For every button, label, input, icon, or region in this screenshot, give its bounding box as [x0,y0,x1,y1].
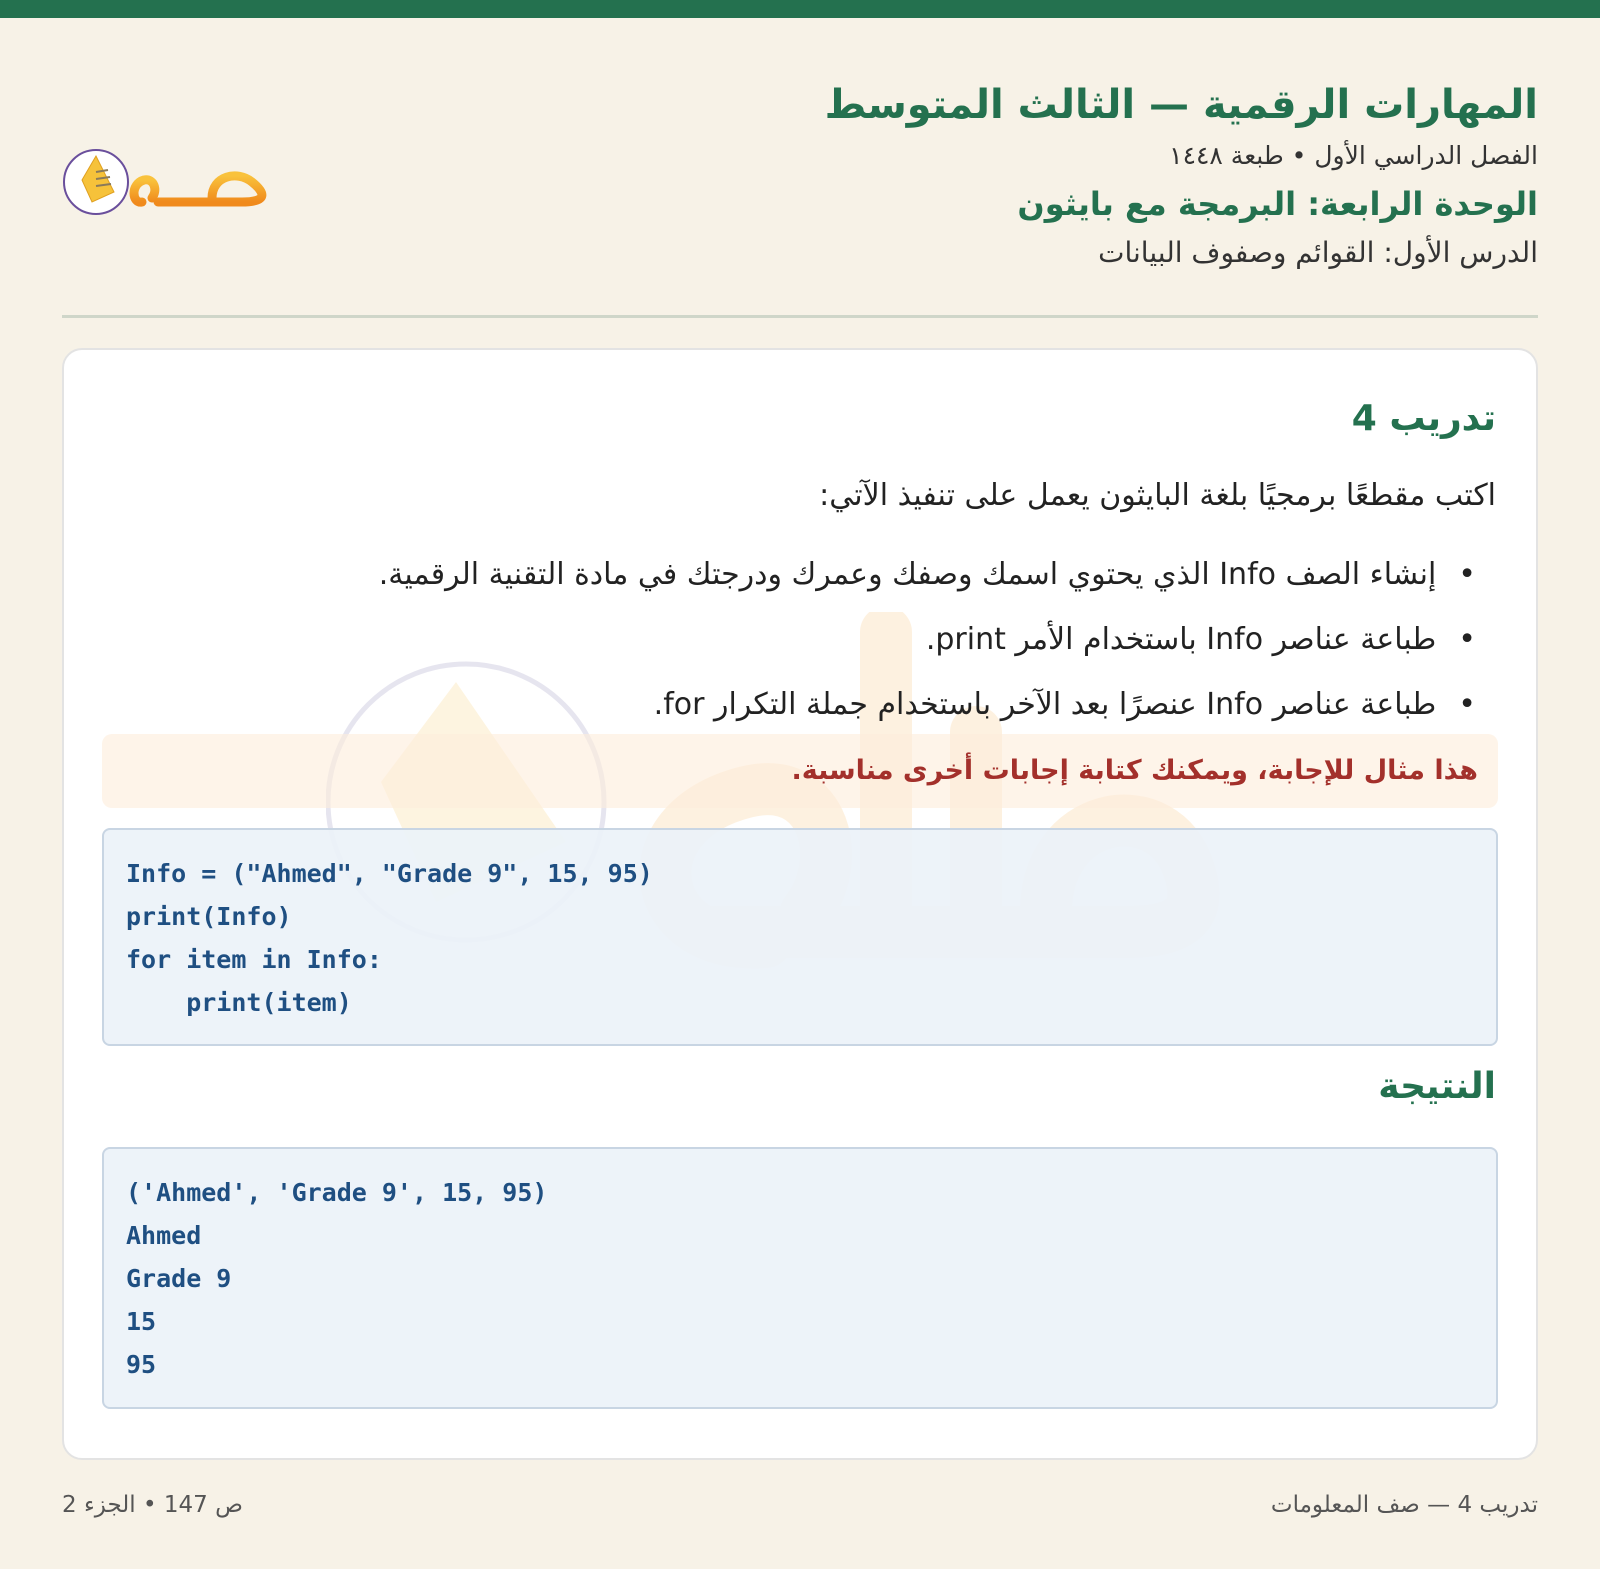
lesson-title: الدرس الأول: القوائم وصفوف البيانات [1098,236,1538,269]
list-item: • طباعة عناصر Info باستخدام الأمر print. [379,607,1476,672]
code-line: for item in Info: [126,945,382,974]
output-line: 95 [126,1350,157,1379]
code-line: Info = ("Ahmed", "Grade 9", 15, 95) [126,859,653,888]
unit-title: الوحدة الرابعة: البرمجة مع بايثون [1017,185,1538,223]
footer-caption: تدريب 4 — صف المعلومات [1270,1492,1538,1518]
exercise-prompt: اكتب مقطعًا برمجيًا بلغة البايثون يعمل على تنفيذ الآتي: [819,478,1496,513]
list-item: • إنشاء الصف Info الذي يحتوي اسمك وصفك وعمرك ودرجتك في مادة التقنية الرقمية. [379,542,1476,607]
exercise-card [62,348,1538,1460]
book-title: المهارات الرقمية — الثالث المتوسط [824,82,1538,128]
page-number: ص 147 • الجزء 2 [62,1492,243,1518]
output-line: 15 [126,1307,157,1336]
code-line: print(Info) [126,902,292,931]
output-line: Ahmed [126,1221,202,1250]
code-line: print(item) [126,988,352,1017]
output-line: Grade 9 [126,1264,232,1293]
exercise-title: تدريب 4 [1351,398,1496,439]
top-accent-bar [0,0,1600,18]
output-line: ('Ahmed', 'Grade 9', 15, 95) [126,1178,548,1207]
requirements-list [379,542,1476,737]
list-item: • طباعة عناصر Info عنصرًا بعد الآخر باستخدام جملة التكرار for. [379,672,1476,737]
header-text [825,80,1538,272]
output-block [102,1147,1498,1409]
semester-info: الفصل الدراسي الأول • طبعة ١٤٤٨ [1169,141,1538,170]
hulul-logo [62,132,277,222]
answer-note: هذا مثال للإجابة، ويمكنك كتابة إجابات أخرى مناسبة. [102,734,1498,808]
page-header [62,60,1538,318]
code-block [102,828,1498,1046]
result-title: النتيجة [1378,1066,1496,1107]
